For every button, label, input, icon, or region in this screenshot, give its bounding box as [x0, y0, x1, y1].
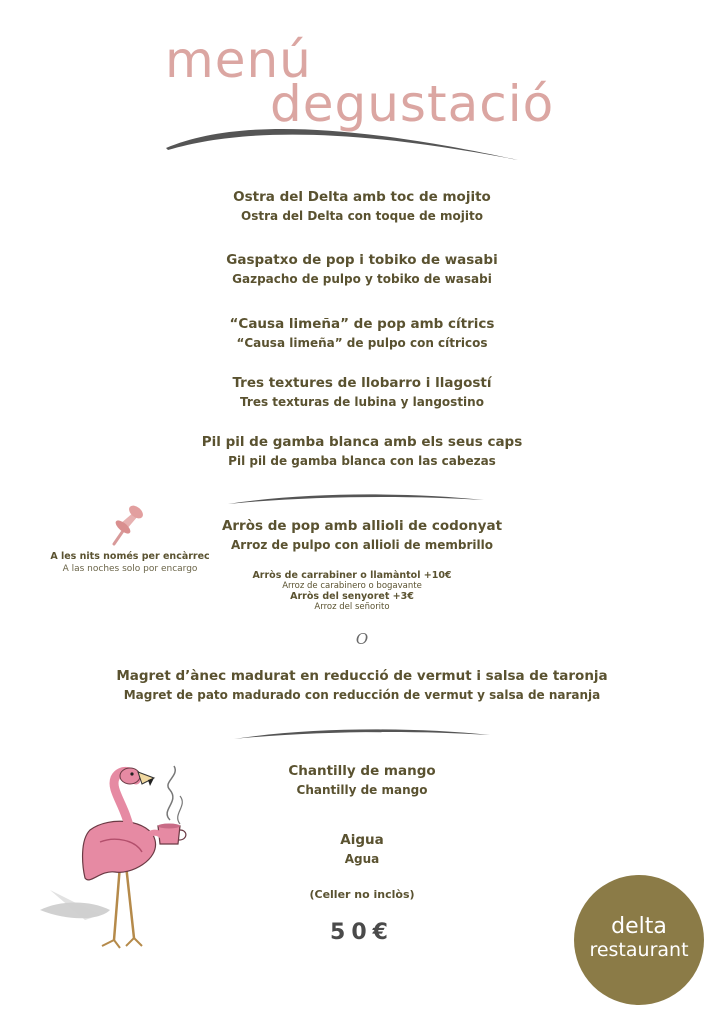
- rice-option-catalan: Arròs de carrabiner o llamàntol +10€: [252, 570, 452, 581]
- main-course: [0, 667, 724, 704]
- dish-catalan: Pil pil de gamba blanca amb els seus caps: [201, 434, 523, 450]
- rice-option-spanish: Arroz del señorito: [314, 602, 390, 612]
- side-note-catalan: A les nits només per encàrrec: [50, 551, 210, 562]
- dish-catalan: Aigua: [340, 832, 384, 848]
- dish-catalan: Tres textures de llobarro i llagostí: [232, 375, 492, 391]
- pushpin-icon: [108, 504, 148, 548]
- dish-spanish: Pil pil de gamba blanca con las cabezas: [228, 454, 496, 468]
- title-line-2: degustació: [270, 75, 555, 133]
- dish-spanish: “Causa limeña” de pulpo con cítricos: [236, 336, 488, 350]
- section-divider: [232, 725, 492, 745]
- side-note: [50, 550, 210, 576]
- title-swoosh: [162, 120, 522, 170]
- logo-text-restaurant: restaurant: [589, 939, 689, 961]
- dish-spanish: Ostra del Delta con toque de mojito: [241, 209, 483, 223]
- dish-spanish: Chantilly de mango: [296, 783, 428, 797]
- dish-spanish: Tres texturas de lubina y langostino: [240, 395, 484, 409]
- starter-item: [0, 315, 724, 352]
- section-divider: [226, 490, 486, 510]
- menu-price: 50€: [330, 920, 394, 945]
- rice-option-spanish: Arroz de carabinero o bogavante: [282, 581, 422, 591]
- starter-item: [0, 251, 724, 288]
- dish-spanish: Gazpacho de pulpo y tobiko de wasabi: [232, 272, 492, 286]
- dish-catalan: Magret d’ànec madurat en reducció de vermut i salsa de taronja: [116, 668, 608, 684]
- side-note-spanish: A las noches solo por encargo: [62, 564, 198, 574]
- logo-text-delta: delta: [611, 914, 667, 939]
- rice-options: [240, 570, 464, 612]
- restaurant-logo: [574, 875, 704, 1005]
- starter-item: [0, 433, 724, 470]
- starter-item: [0, 374, 724, 411]
- dish-spanish: Arroz de pulpo con allioli de membrillo: [230, 538, 493, 552]
- or-separator: O: [355, 630, 369, 648]
- title-line-1: menú: [165, 31, 312, 89]
- dish-catalan: Chantilly de mango: [288, 763, 436, 779]
- dish-spanish: Magret de pato madurado con reducción de vermut y salsa de naranja: [123, 688, 601, 702]
- dish-catalan: Ostra del Delta amb toc de mojito: [233, 189, 491, 205]
- rice-option-catalan: Arròs del senyoret +3€: [290, 591, 414, 602]
- dish-spanish: Agua: [344, 852, 380, 866]
- flamingo-illustration: [30, 760, 200, 955]
- dish-catalan: Gaspatxo de pop i tobiko de wasabi: [226, 252, 498, 268]
- cellar-note: (Celler no inclòs): [309, 888, 415, 901]
- starter-item: [0, 188, 724, 225]
- dish-catalan: “Causa limeña” de pop amb cítrics: [229, 316, 495, 332]
- dish-catalan: Arròs de pop amb allioli de codonyat: [221, 518, 503, 534]
